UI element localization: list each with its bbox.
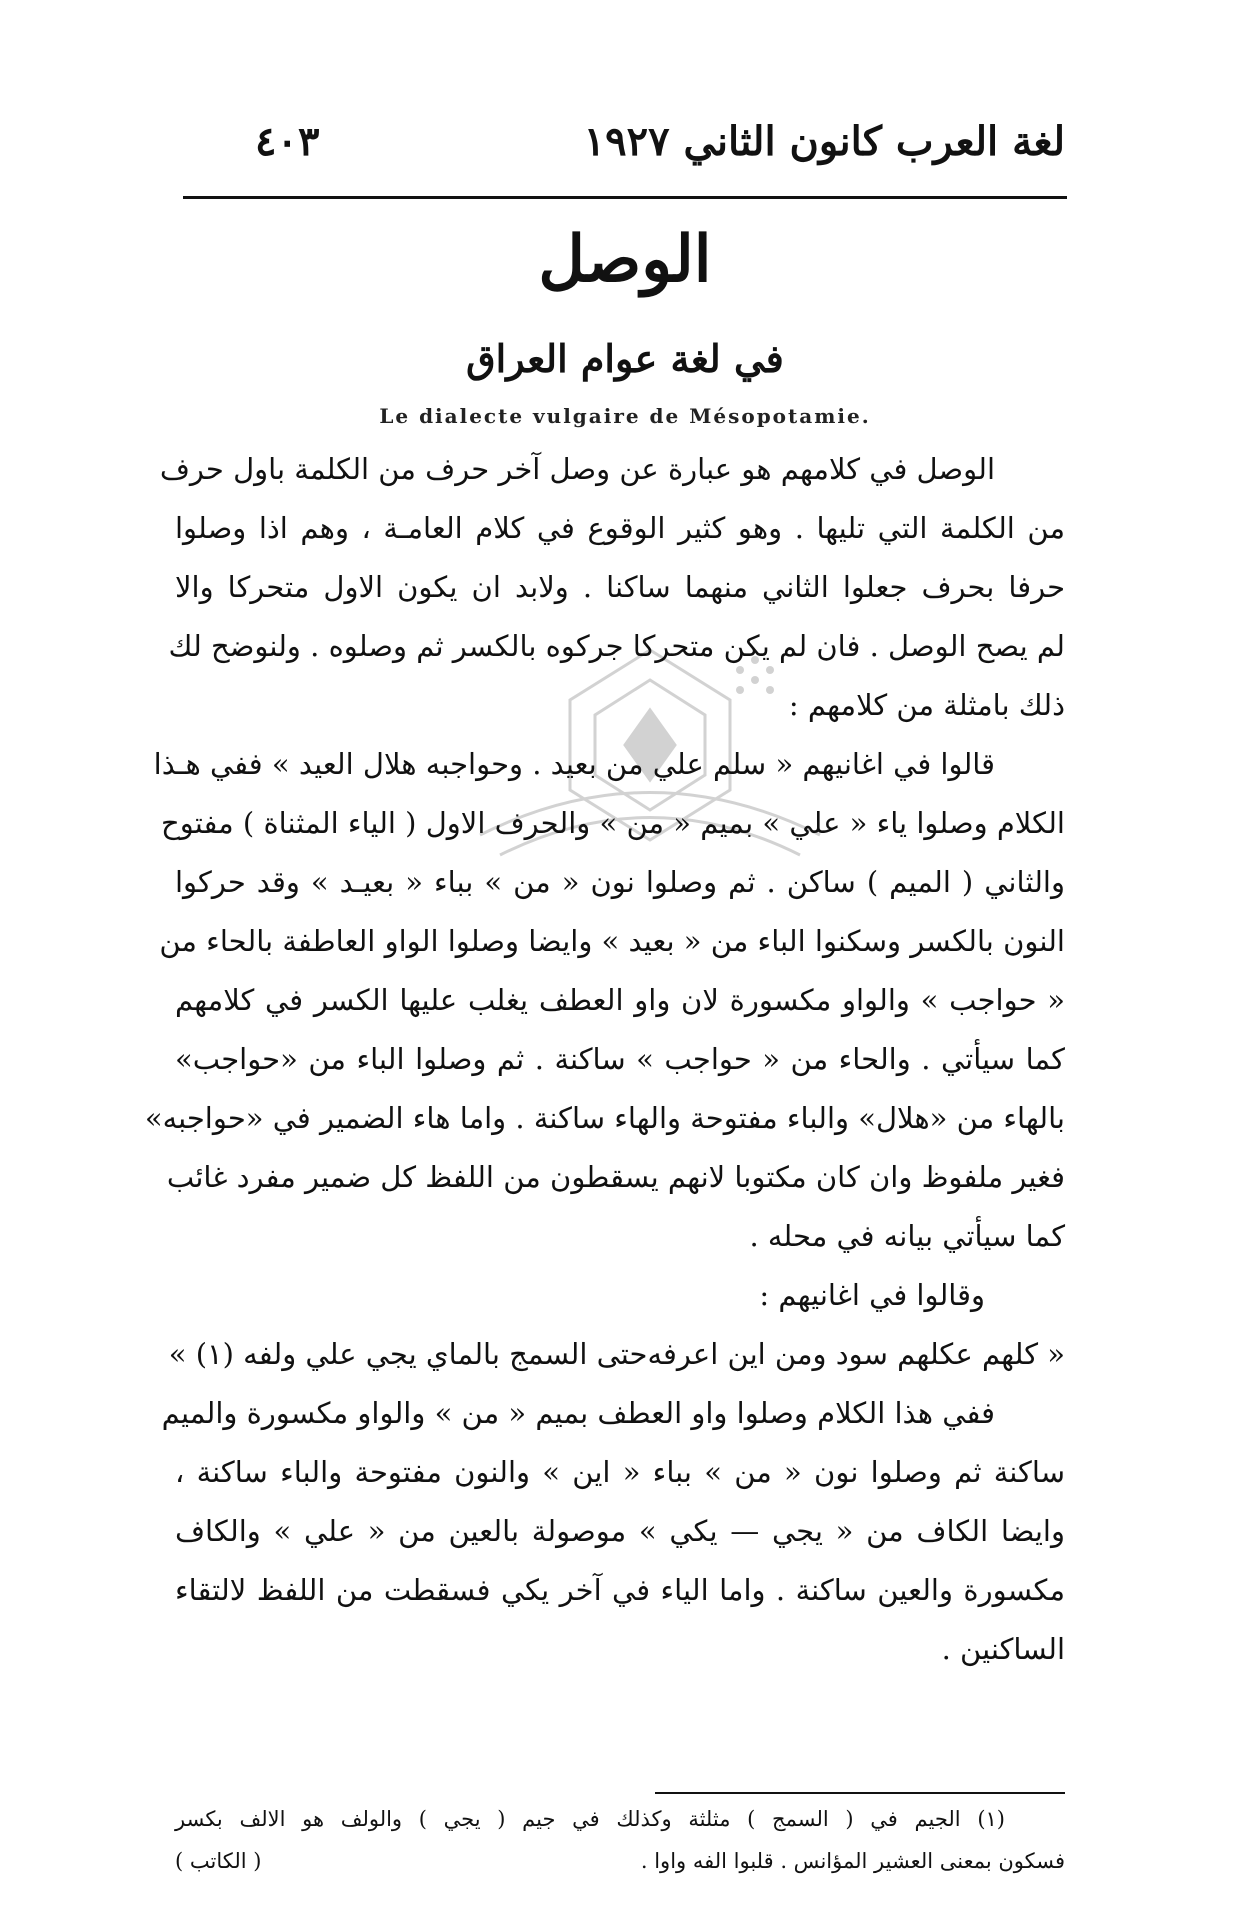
footnote-line [175, 1840, 1065, 1882]
article-subtitle: في لغة عوام العراق [466, 336, 784, 381]
verse-line [168, 1325, 1065, 1384]
text-line: ذلك بامثلة من كلامهم : [788, 688, 1065, 722]
text-line: ساكنة ثم وصلوا نون « من » بباء « اين » والنون مفتوحة والباء ساكنة ، [175, 1455, 1065, 1489]
text-line: فغير ملفوظ وان كان مكتوبا لانهم يسقطون من اللفظ كل ضمير مفرد غائب [166, 1160, 1065, 1194]
header-rule [183, 196, 1067, 199]
body-text [144, 440, 1065, 1679]
text-line: ففي هذا الكلام وصلوا واو العطف بميم « من » والواو مكسورة والميم [161, 1396, 995, 1430]
text-line: « حواجب » والواو مكسورة لان واو العطف يغلب عليها الكسر في كلامهم [175, 983, 1065, 1017]
footnote-author: ( الكاتب ) [175, 1849, 262, 1873]
text-line: الساكنين . [941, 1632, 1065, 1666]
text-line: النون بالكسر وسكنوا الباء من « بعيد » وايضا وصلوا الواو العاطفة بالحاء من [159, 924, 1065, 958]
text-line: الكلام وصلوا ياء « علي » بميم « من » والحرف الاول ( الياء المثناة ) مفتوح [161, 806, 1065, 840]
footnote-line: (١) الجيم في ( السمج ) مثلثة وكذلك في جيم ( يجي ) والولف هو الالف بكسر [175, 1807, 1005, 1831]
text-line: لم يصح الوصل . فان لم يكن متحركا جركوه بالكسر ثم وصلوه . ولنوضح لك [168, 629, 1065, 663]
text-line: كما سيأتي بيانه في محله . [749, 1219, 1065, 1253]
text-line: الوصل في كلامهم هو عبارة عن وصل آخر حرف من الكلمة باول حرف [159, 452, 995, 486]
text-line: من الكلمة التي تليها . وهو كثير الوقوع في كلام العامـة ، وهم اذا وصلوا [175, 511, 1065, 545]
footnote-rule [655, 1792, 1065, 1794]
verse-first-half: « كلهم عكلهم سود ومن اين اعرفه [647, 1337, 1065, 1371]
footnote-text: فسكون بمعنى العشير المؤانس . قلبوا الفه واوا . [640, 1849, 1065, 1873]
article-title: الوصل [538, 222, 712, 297]
journal-title: لغة العرب كانون الثاني ١٩٢٧ [583, 118, 1065, 165]
text-line: حرفا بحرف جعلوا الثاني منهما ساكنا . ولابد ان يكون الاول متحركا والا [175, 570, 1065, 604]
text-line: قالوا في اغانيهم « سلم علي من بعيد . وحواجبه هلال العيد » ففي هـذا [153, 747, 995, 781]
text-line: بالهاء من «هلال» والباء مفتوحة والهاء ساكنة . واما هاء الضمير في «حواجبه» [144, 1101, 1065, 1135]
text-line: وقالوا في اغانيهم : [759, 1278, 985, 1312]
running-header [185, 118, 1065, 188]
text-line: والثاني ( الميم ) ساكن . ثم وصلوا نون « من » بباء « بعيـد » وقد حركوا [175, 865, 1065, 899]
french-subtitle: Le dialecte vulgaire de Mésopotamie. [379, 404, 871, 428]
page-number: ٤٠٣ [255, 118, 320, 165]
verse-second-half: حتى السمج بالماي يجي علي ولفه (١) » [168, 1337, 648, 1371]
text-line: وايضا الكاف من « يجي — يكي » موصولة بالعين من « علي » والكاف [175, 1514, 1065, 1548]
text-line: مكسورة والعين ساكنة . واما الياء في آخر يكي فسقطت من اللفظ لالتقاء [175, 1573, 1065, 1607]
footnote [175, 1798, 1065, 1882]
text-line: كما سيأتي . والحاء من « حواجب » ساكنة . ثم وصلوا الباء من «حواجب» [175, 1042, 1065, 1076]
